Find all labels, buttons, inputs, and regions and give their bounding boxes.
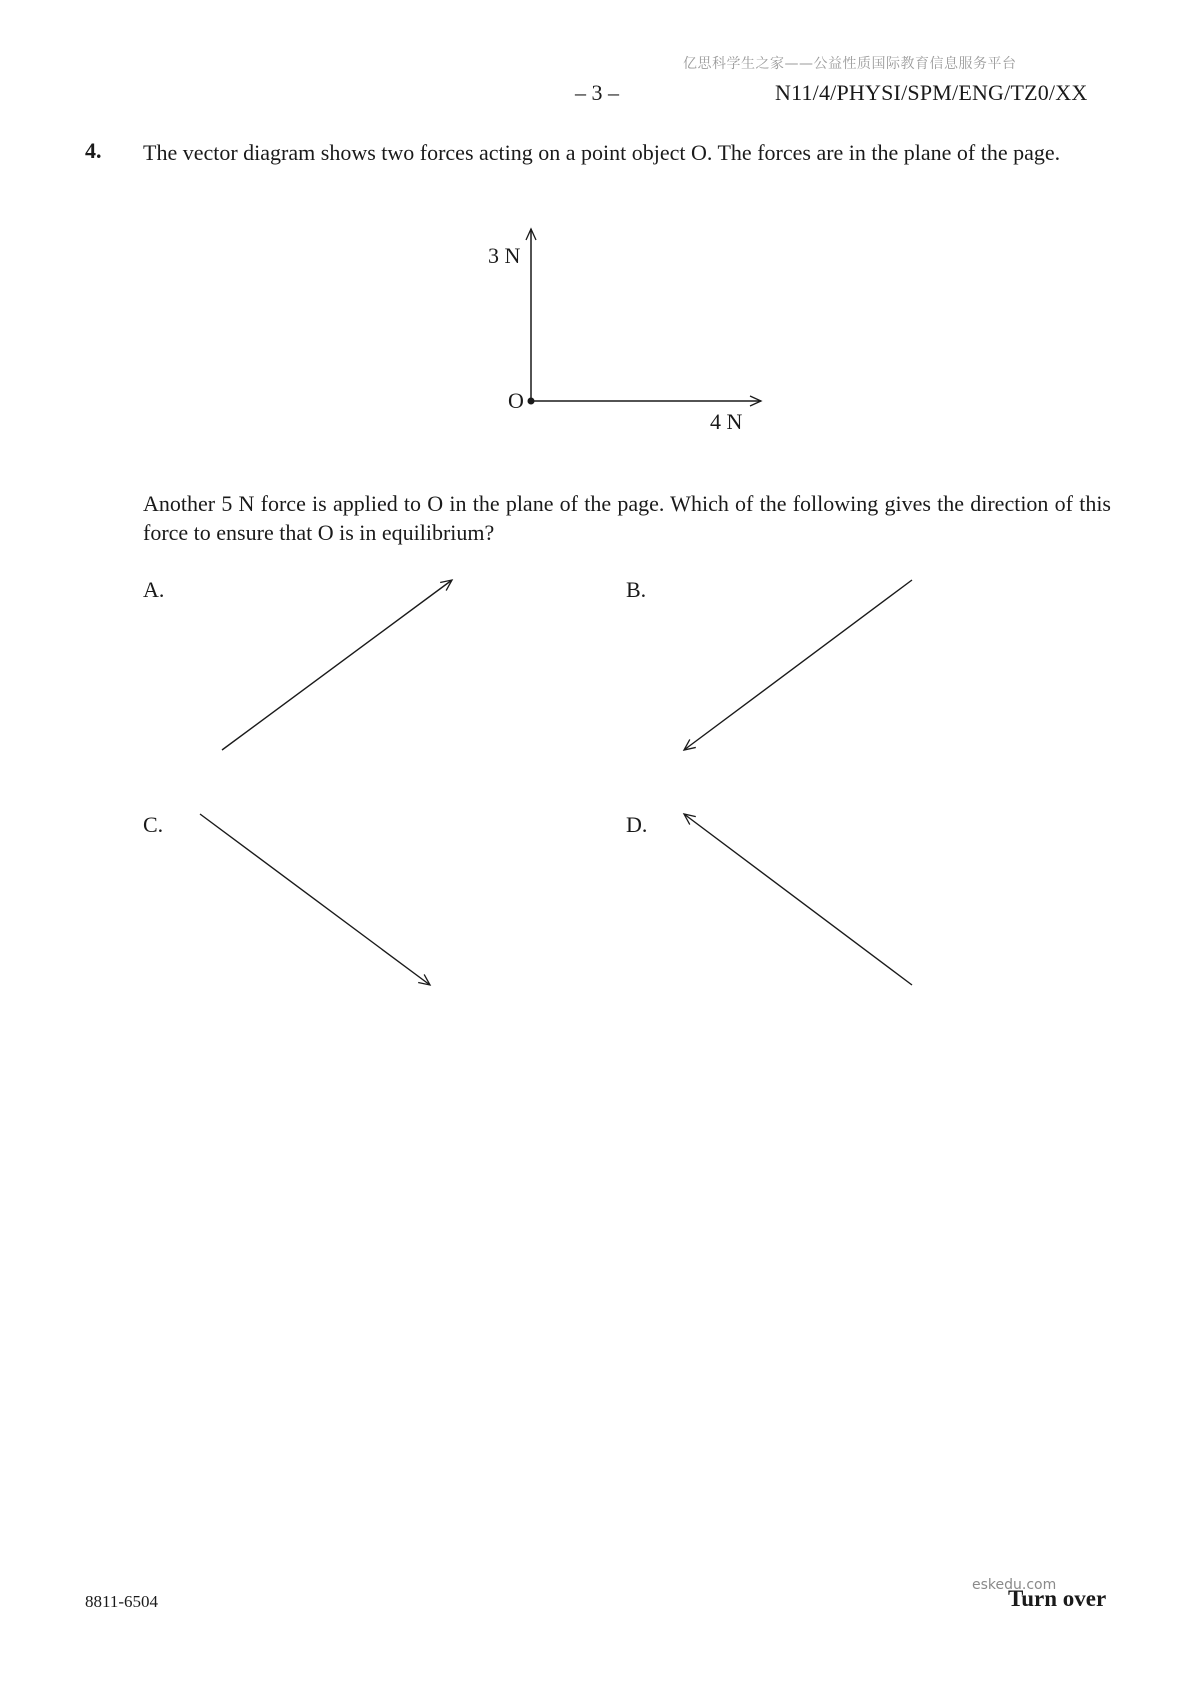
vector-diagram <box>488 229 761 434</box>
option-c-arrow <box>200 814 430 985</box>
question-stem: The vector diagram shows two forces acting on a point object O. The forces are in the plane of the page. <box>143 140 1061 165</box>
option-b-arrow <box>684 580 912 750</box>
question-number: 4. <box>85 138 102 163</box>
turn-over: Turn over <box>1008 1586 1107 1611</box>
option-a-label[interactable]: A. <box>143 577 165 602</box>
option-d-arrow <box>684 814 912 985</box>
option-c-label[interactable]: C. <box>143 812 164 837</box>
point-object-o <box>528 398 535 405</box>
option-a-arrow <box>222 580 452 750</box>
page-number: – 3 – <box>575 80 619 105</box>
question-prompt: Another 5 N force is applied to O in the plane of the page. Which of the following gives the direction of this force to ensure that O is in equilibrium? <box>143 491 1111 545</box>
vertical-force-label: 3 N <box>488 243 521 268</box>
header-watermark: 亿思科学生之家——公益性质国际教育信息服务平台 <box>683 56 1017 72</box>
footer-code: 8811-6504 <box>85 1592 159 1611</box>
option-b-label[interactable]: B. <box>626 577 647 602</box>
object-label: O <box>508 388 524 413</box>
paper-code: N11/4/PHYSI/SPM/ENG/TZ0/XX <box>775 80 1088 105</box>
horizontal-force-label: 4 N <box>710 409 743 434</box>
option-d-label[interactable]: D. <box>626 812 648 837</box>
footer-watermark: eskedu.com <box>972 1577 1057 1593</box>
